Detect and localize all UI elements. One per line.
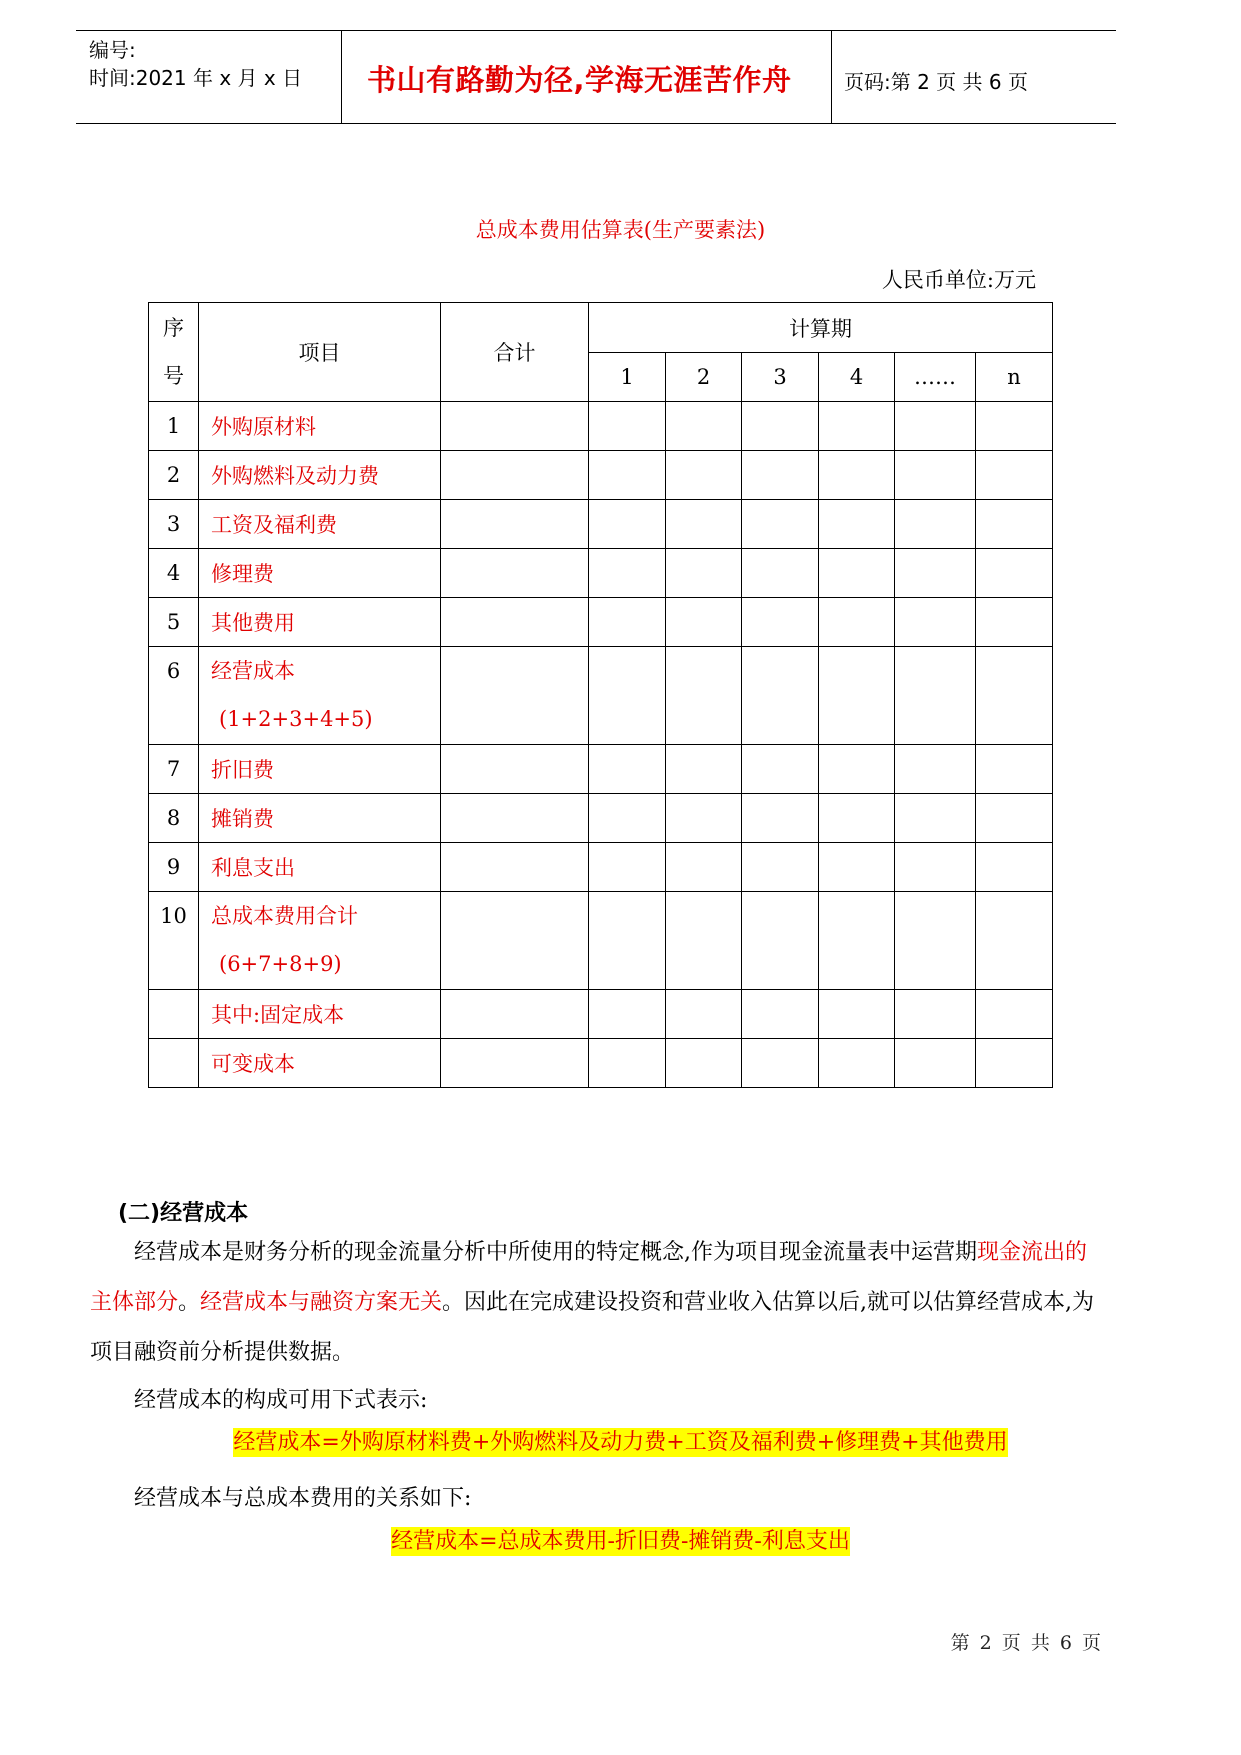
row-item-label: 工资及福利费 xyxy=(211,513,337,537)
header-divider-right xyxy=(831,30,832,123)
formula-1 xyxy=(0,1425,1241,1456)
row-period-cell xyxy=(589,745,666,794)
row-item xyxy=(199,990,441,1039)
row-item-label: 经营成本 xyxy=(211,659,295,683)
row-period-cell xyxy=(666,647,742,745)
row-period-cell xyxy=(666,549,742,598)
row-period-cell xyxy=(895,892,976,990)
row-period-cell xyxy=(666,843,742,892)
table-row xyxy=(149,549,1053,598)
row-item xyxy=(199,500,441,549)
formula-2-text: 经营成本=总成本费用-折旧费-摊销费-利息支出 xyxy=(391,1529,850,1554)
row-seq: 8 xyxy=(149,794,199,843)
item-header: 项目 xyxy=(199,303,441,402)
row-period-cell xyxy=(742,1039,819,1088)
row-period-cell xyxy=(976,451,1053,500)
row-period-cell xyxy=(819,549,895,598)
row-item xyxy=(199,647,441,745)
row-seq: 7 xyxy=(149,745,199,794)
row-period-cell xyxy=(819,451,895,500)
header-bottom-rule xyxy=(76,123,1116,124)
row-period-cell xyxy=(976,402,1053,451)
row-item xyxy=(199,451,441,500)
paragraph-1-part-e: 。因此在完成建设投资和营业收入估算以后,就可以估算经营成本,为项目融资前分析提供数据。 xyxy=(90,1290,1095,1365)
row-item xyxy=(199,549,441,598)
row-period-cell xyxy=(976,892,1053,990)
table-row xyxy=(149,598,1053,647)
row-period-cell xyxy=(976,500,1053,549)
row-total-cell xyxy=(441,598,589,647)
row-period-cell xyxy=(666,990,742,1039)
table-row xyxy=(149,892,1053,990)
header-motto: 书山有路勤为径,学海无涯苦作舟 xyxy=(367,63,792,97)
row-total-cell xyxy=(441,843,589,892)
row-item-label: 修理费 xyxy=(211,562,274,586)
row-item-formula: (6+7+8+9) xyxy=(219,952,342,976)
row-period-cell xyxy=(895,598,976,647)
table-row xyxy=(149,451,1053,500)
paragraph-3: 经营成本与总成本费用的关系如下: xyxy=(134,1486,472,1511)
paragraph-1-part-a: 经营成本是财务分析的现金流量分析中所使用的特定概念,作为项目现金流量表中运营期 xyxy=(134,1240,977,1265)
row-period-cell xyxy=(589,990,666,1039)
row-period-cell xyxy=(819,843,895,892)
row-period-cell xyxy=(589,892,666,990)
total-header: 合计 xyxy=(441,303,589,402)
row-period-cell xyxy=(742,598,819,647)
row-period-cell xyxy=(589,598,666,647)
row-seq xyxy=(149,1039,199,1088)
row-total-cell xyxy=(441,794,589,843)
table-row xyxy=(149,990,1053,1039)
row-item xyxy=(199,843,441,892)
row-period-cell xyxy=(976,549,1053,598)
row-item-label: 折旧费 xyxy=(211,758,274,782)
row-period-cell xyxy=(742,843,819,892)
row-item-label: 外购燃料及动力费 xyxy=(211,464,379,488)
period-col-3: 3 xyxy=(742,353,819,402)
row-period-cell xyxy=(666,598,742,647)
serial-label: 编号: xyxy=(89,38,136,62)
row-period-cell xyxy=(895,451,976,500)
row-period-cell xyxy=(895,843,976,892)
row-period-cell xyxy=(666,745,742,794)
row-seq xyxy=(149,990,199,1039)
paragraph-1-highlight-b: 经营成本与融资方案无关 xyxy=(200,1290,443,1315)
row-period-cell xyxy=(976,843,1053,892)
table-title: 总成本费用估算表(生产要素法) xyxy=(475,218,766,242)
table-row xyxy=(149,745,1053,794)
row-item-formula: (1+2+3+4+5) xyxy=(219,707,373,731)
row-period-cell xyxy=(819,402,895,451)
row-total-cell xyxy=(441,647,589,745)
row-period-cell xyxy=(666,500,742,549)
row-period-cell xyxy=(819,1039,895,1088)
row-total-cell xyxy=(441,1039,589,1088)
row-period-cell xyxy=(742,794,819,843)
row-period-cell xyxy=(589,794,666,843)
row-total-cell xyxy=(441,549,589,598)
table-row xyxy=(149,1039,1053,1088)
table-row xyxy=(149,402,1053,451)
row-period-cell xyxy=(895,500,976,549)
row-item-label: 总成本费用合计 xyxy=(211,904,358,928)
period-col-n: n xyxy=(976,353,1053,402)
row-period-cell xyxy=(895,647,976,745)
row-total-cell xyxy=(441,500,589,549)
row-period-cell xyxy=(589,647,666,745)
row-period-cell xyxy=(976,647,1053,745)
currency-unit: 人民币单位:万元 xyxy=(881,268,1036,292)
paragraph-1 xyxy=(90,1228,1104,1378)
row-item-label: 其他费用 xyxy=(211,611,295,635)
row-item xyxy=(199,794,441,843)
row-seq: 1 xyxy=(149,402,199,451)
section-title: (二)经营成本 xyxy=(118,1201,249,1226)
row-item xyxy=(199,745,441,794)
row-period-cell xyxy=(666,892,742,990)
row-item xyxy=(199,598,441,647)
row-period-cell xyxy=(895,794,976,843)
seq-header-line2: 号 xyxy=(163,364,184,388)
row-period-cell xyxy=(895,549,976,598)
row-seq: 10 xyxy=(149,892,199,990)
row-period-cell xyxy=(666,451,742,500)
page-info: 页码:第 2 页 共 6 页 xyxy=(844,70,1028,94)
row-item-label: 可变成本 xyxy=(211,1052,295,1076)
row-item-label: 利息支出 xyxy=(211,856,295,880)
row-item-label: 其中:固定成本 xyxy=(211,1003,345,1027)
period-col-2: 2 xyxy=(666,353,742,402)
period-col-1: 1 xyxy=(589,353,666,402)
row-period-cell xyxy=(666,402,742,451)
time-label: 时间:2021 年 x 月 x 日 xyxy=(89,66,303,90)
row-period-cell xyxy=(742,549,819,598)
header-divider-left xyxy=(341,30,342,123)
row-seq: 5 xyxy=(149,598,199,647)
period-header: 计算期 xyxy=(589,303,1053,353)
row-item xyxy=(199,1039,441,1088)
formula-2 xyxy=(0,1524,1241,1555)
table-row xyxy=(149,500,1053,549)
row-item xyxy=(199,402,441,451)
row-period-cell xyxy=(666,794,742,843)
row-period-cell xyxy=(589,549,666,598)
row-seq: 9 xyxy=(149,843,199,892)
row-period-cell xyxy=(742,745,819,794)
row-period-cell xyxy=(976,990,1053,1039)
row-total-cell xyxy=(441,990,589,1039)
row-period-cell xyxy=(976,1039,1053,1088)
row-seq: 6 xyxy=(149,647,199,745)
row-period-cell xyxy=(819,794,895,843)
row-period-cell xyxy=(819,892,895,990)
row-seq: 3 xyxy=(149,500,199,549)
row-period-cell xyxy=(666,1039,742,1088)
table-row xyxy=(149,843,1053,892)
row-period-cell xyxy=(742,402,819,451)
row-total-cell xyxy=(441,402,589,451)
row-period-cell xyxy=(819,745,895,794)
row-period-cell xyxy=(589,500,666,549)
row-total-cell xyxy=(441,451,589,500)
row-item-label: 摊销费 xyxy=(211,807,274,831)
table-row xyxy=(149,794,1053,843)
seq-header xyxy=(149,303,199,402)
row-period-cell xyxy=(742,500,819,549)
row-period-cell xyxy=(742,892,819,990)
row-period-cell xyxy=(589,1039,666,1088)
row-period-cell xyxy=(819,598,895,647)
row-period-cell xyxy=(819,647,895,745)
row-period-cell xyxy=(819,990,895,1039)
header-row-1 xyxy=(149,303,1053,353)
row-total-cell xyxy=(441,892,589,990)
formula-1-text: 经营成本=外购原材料费+外购燃料及动力费+工资及福利费+修理费+其他费用 xyxy=(233,1430,1008,1455)
row-period-cell xyxy=(895,402,976,451)
header-top-rule xyxy=(76,30,1116,31)
page-footer: 第 2 页 共 6 页 xyxy=(950,1632,1103,1654)
row-period-cell xyxy=(589,402,666,451)
paragraph-1-highlight-a: 现金流出的主体部分 xyxy=(90,1240,1088,1315)
row-item xyxy=(199,892,441,990)
row-seq: 4 xyxy=(149,549,199,598)
row-period-cell xyxy=(976,745,1053,794)
row-period-cell xyxy=(976,794,1053,843)
paragraph-1-part-c: 。 xyxy=(178,1290,201,1315)
row-period-cell xyxy=(589,843,666,892)
row-period-cell xyxy=(976,598,1053,647)
period-col-ellipsis: …… xyxy=(895,353,976,402)
row-period-cell xyxy=(742,990,819,1039)
row-period-cell xyxy=(895,745,976,794)
row-period-cell xyxy=(895,990,976,1039)
row-period-cell xyxy=(895,1039,976,1088)
period-col-4: 4 xyxy=(819,353,895,402)
paragraph-2: 经营成本的构成可用下式表示: xyxy=(134,1388,428,1413)
row-period-cell xyxy=(819,500,895,549)
row-seq: 2 xyxy=(149,451,199,500)
seq-header-line1: 序 xyxy=(163,316,184,340)
row-item-label: 外购原材料 xyxy=(211,415,316,439)
row-period-cell xyxy=(742,647,819,745)
row-period-cell xyxy=(589,451,666,500)
row-period-cell xyxy=(742,451,819,500)
cost-estimate-table xyxy=(148,302,1053,1088)
row-total-cell xyxy=(441,745,589,794)
table-row xyxy=(149,647,1053,745)
